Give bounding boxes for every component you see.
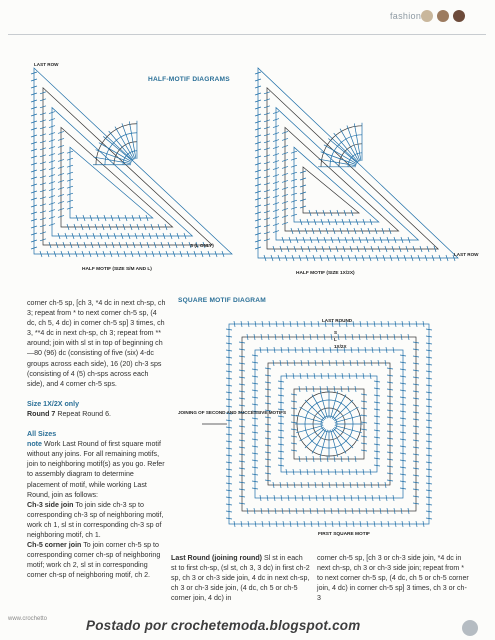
instructions-left-column <box>27 298 167 580</box>
blog-watermark: Postado por crochetemoda.blogspot.com <box>86 618 361 633</box>
half-motif-diagram-small <box>20 58 246 268</box>
last-row-label-left: LAST ROW <box>34 62 59 67</box>
square-motif-diagram <box>184 312 474 538</box>
corner-join-label: Ch-5 corner join <box>27 541 82 550</box>
corner-join-paragraph <box>27 540 167 580</box>
side-join-text: To join side ch-3 sp to corresponding ch-3 sp of neighboring motif, work ch 1, sl st in corresponding ch-3 sp of neighboring motif, ch 1. <box>27 500 164 539</box>
note-label: note <box>27 440 42 449</box>
size-label-s-l: S (L ONLY) <box>190 243 214 248</box>
corner-join-text: To join corner ch-5 sp to corresponding corner ch-sp of neighboring motif; work ch 2, sl st in corresponding corner ch-sp of neighboring motif, ch 2. <box>27 541 161 580</box>
section-label: fashion <box>390 11 422 21</box>
site-footer: www.crochetto <box>8 616 48 622</box>
decor-dot-1 <box>421 10 433 22</box>
round-7-text: Repeat Round 6. <box>57 409 111 418</box>
continued-instructions <box>317 553 470 603</box>
square-motif-title: SQUARE MOTIF DIAGRAM <box>178 297 266 304</box>
size-label-s: S <box>334 330 338 335</box>
page-header <box>0 0 495 34</box>
last-round-paragraph <box>171 553 310 603</box>
instructions-intro: corner ch-5 sp, [ch 3, *4 dc in next ch-sp, ch 3; repeat from * to next corner ch-5 sp, (4 dc, ch 5, 4 dc) in corner ch-5 sp] 3 times, ch 3, **4 dc in next ch-sp, ch 3; repeat from ** around; join with sl st in top of beginning ch—80 (96) dc (consisting of five (six) 4-dc groups across each side), 16 (20) ch-3 sps (consisting of 4 (5) ch-sps across each side), and 4 corner ch-5 sps. <box>27 299 166 388</box>
round-7-paragraph <box>27 409 167 419</box>
size-label-l: L <box>334 337 337 342</box>
side-join-paragraph <box>27 500 167 540</box>
side-join-label: Ch-3 side join <box>27 500 74 509</box>
last-round-label: LAST ROUND <box>322 318 353 323</box>
decor-dot-3 <box>453 10 465 22</box>
header-divider <box>8 34 486 35</box>
note-paragraph <box>27 439 167 500</box>
note-text: Work Last Round of first square motif without any joins. For all remaining motifs, join to neighboring motif(s) as you go. Refer to assembly diagram to determine placement of motif, while working Last Round, join as follows: <box>27 440 165 499</box>
round-7-label: Round 7 <box>27 409 56 418</box>
last-round-text: Sl st in each st to first ch-sp, (sl st, ch 3, 3 dc) in first ch-2 sp, ch 3 or ch-3 side join, 4 dc in next ch-sp, ch 3 or ch-3 side join, (4 dc, ch 5 or ch-5 corner join, 4 dc) in <box>171 554 310 603</box>
last-row-label-right: LAST ROW <box>454 252 479 257</box>
page-number-badge <box>462 620 478 636</box>
size-heading: Size 1X/2X only <box>27 399 80 408</box>
half-motif-caption-left: HALF MOTIF (SIZE S/M AND L) <box>82 267 152 272</box>
last-round-heading: Last Round (joining round) <box>171 554 263 562</box>
joining-label: JOINING OF SECOND AND SUCCESSIVE MOTIFS <box>178 410 287 415</box>
half-motif-caption-right: HALF MOTIF (SIZE 1X/2X) <box>296 271 355 276</box>
decor-dot-2 <box>437 10 449 22</box>
half-motif-title: HALF-MOTIF DIAGRAMS <box>148 76 230 83</box>
all-sizes-heading: All Sizes <box>27 430 57 439</box>
half-motif-diagram-large <box>244 58 479 272</box>
continued-text: corner ch-5 sp, [ch 3 or ch-3 side join, *4 dc in next ch-sp, ch 3 or ch-3 side join; repeat from * to next corner ch-5 sp, (4 dc, ch 5 or ch-5 corner join, 4 dc) in corner ch-5 sp] 3 times, ch 3 or ch-3 <box>317 554 469 603</box>
square-motif-caption: FIRST SQUARE MOTIF <box>318 532 370 537</box>
size-label-1x2x: 1X/2X <box>334 344 347 349</box>
